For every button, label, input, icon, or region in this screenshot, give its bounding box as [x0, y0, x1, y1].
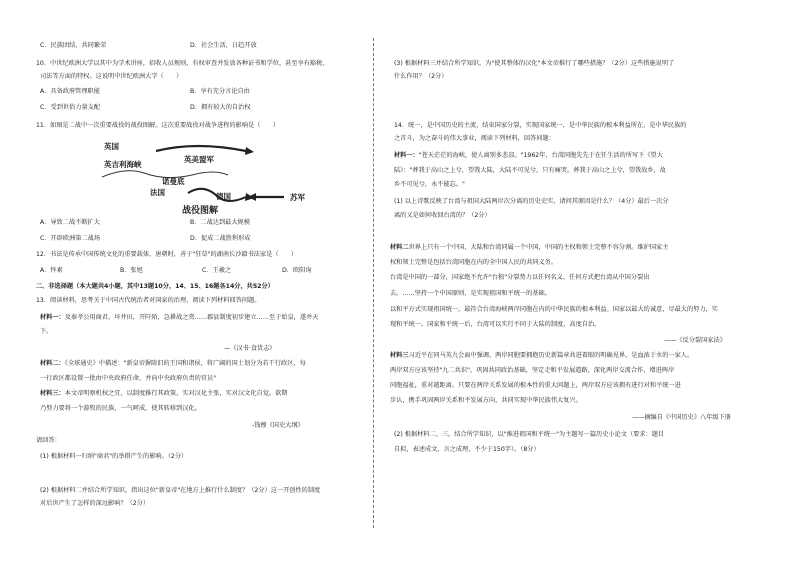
- soviet-arrowhead: [248, 193, 256, 201]
- q14-material3-label: 材料三: [390, 352, 409, 359]
- q14-material3-source: ——摘编自《中国历史》八年级下册: [632, 414, 731, 421]
- q13-sub2-line1: (2) 根据材料二并结合所学知识，指出这位"新皇帝"在地方上推行什么制度？（2分）这一开创性的制度: [40, 487, 321, 494]
- q13-answer-prompt: 请回答：: [36, 437, 61, 444]
- q10-option-a: A．具备政府管理职能: [40, 88, 100, 95]
- label-france: 法国: [150, 188, 165, 197]
- q12-stem: 12．书法是传承中国传统文化的重要载体，唐朝时，善于"狂草"的湖南长沙籍书法家是（ ）: [36, 251, 298, 258]
- battle-diagram: [96, 137, 326, 215]
- q13-material1-source: —《汉书·食货志》: [224, 345, 276, 352]
- allied-arrowhead: [245, 147, 254, 155]
- q14-stem-line1: 14．统一，是中国历史的主流，结束国家分裂，实现国家统一，是中华民族的根本利益所在，是中华民族的: [394, 122, 687, 129]
- q14-material2-text1: 世界上只有一个中国，大陆和台湾同属一个中国，中国的主权和领土完整不容分割。维护国家主: [408, 244, 669, 251]
- q14-material1-line1: [394, 152, 663, 160]
- q13-material3-line1: [40, 390, 288, 398]
- right-column: [378, 0, 794, 562]
- q13-material1-text1: 及秦孝公用商君，坏井田，开阡陌，急耕战之赏……郡县制度初步建立……至于始皇，遂并天: [64, 314, 319, 321]
- q10-stem-line2: 司法等方面的特权。这说明中世纪欧洲大学（ ）: [40, 73, 183, 80]
- q9-option-c: C．民族团结、共同繁荣: [40, 42, 107, 49]
- q14-material2-line5: 以和平方式实现祖国统一，最符合台湾海峡两岸同胞在内的中华民族的根本利益。国家以最大的诚意，尽最大的努力，实: [390, 306, 718, 313]
- diagram-title: 战役图解: [182, 206, 219, 215]
- q14-sub2-line1: (2) 根据材料二、三，结合所学知识，以"推进祖国和平统一"为主题写一篇历史小论文（要求：题目: [394, 431, 665, 438]
- q13-material2-text1: 《全球通史》中描述："新皇帝摒除旧的王国和诸侯，将广阔的国土划分为若干行政区，每: [64, 360, 306, 367]
- q14-material2-label: 材料二: [390, 244, 409, 251]
- q14-material1-line3: 乡不可见兮，永不能忘。": [394, 181, 465, 188]
- q14-material3-line2: 两岸双方应该坚持"九二共识"，巩固共同政治基础，坚定走和平发展道路，深化两岸交流合作，增进两岸: [390, 367, 675, 374]
- q14-material3-line1: [390, 352, 693, 360]
- q14-material2-line1: [390, 244, 668, 252]
- left-column: [0, 0, 372, 562]
- q14-material2-line2: 权和领土完整是包括台湾同胞在内的全中国人民的共同义务。: [390, 259, 558, 266]
- q9-option-d: D．社会生活，日趋开放: [190, 42, 257, 49]
- q12-option-d: D．欧阳询: [282, 267, 312, 274]
- q12-option-a: A．怀素: [40, 267, 63, 274]
- q13-material2-line2: 一行政区都设置一批由中央政府任命，并向中央政府负责的官员": [40, 375, 217, 382]
- q14-material3-line4: 步认，携手巩固两岸关系和平发展方向，共同实现中华民族伟大复兴。: [390, 397, 582, 404]
- q13-sub2-line2: 对后世产生了怎样的深远影响？（2分）: [40, 500, 150, 507]
- label-soviet: 苏军: [290, 193, 305, 202]
- q14-material1-text1: "苍天茫茫的海峡，使人离别多悲凉。"1962年，台湾同胞先先于在任生活的所写下《望大: [418, 152, 663, 159]
- q14-stem-line2: 之首斗，为之奋斗的伟大事业，阅读下列材料，回答问题：: [394, 135, 555, 142]
- q10-option-c: C．受到世俗力量支配: [40, 104, 101, 111]
- section-2-heading: 二、非选择题（本大题共4小题，其中13题10分，14、15、16题各14分，共52分）: [36, 283, 274, 290]
- q12-option-c: C．王羲之: [202, 267, 232, 274]
- q14-material2-line3: 台湾是中国的一部分，国家绝不允许"台独"分裂势力以任何名义、任何方式把台湾从中国分裂出: [390, 274, 650, 281]
- q11-option-b: B．二战达到最大规模: [190, 219, 250, 226]
- q13-sub1: (1) 根据材料一归纳"商君"的举措产生的影响。（2分）: [40, 453, 188, 460]
- q11-option-c: C．开辟欧洲第二战场: [40, 235, 101, 242]
- q13-sub3-line1: (3) 根据材料三并结合所学知识，为"使其整体的汉化"本文帝推行了哪些措施？（2分）这些措施说明了: [394, 60, 675, 67]
- label-english-channel: 英吉利海峡: [104, 160, 142, 169]
- q14-sub2-line2: 自拟，表述成文，言之成理，不少于150字）。（8分）: [394, 446, 540, 453]
- q13-material2-line1: [40, 360, 306, 368]
- q13-sub3-line2: 什么作用？（2分）: [394, 73, 448, 80]
- q10-option-b: B．享有充分言论自由: [190, 88, 250, 95]
- q13-material3-text1: 本文帝明察机权之宜，以制度推行其政策，实对汉化主张，实对汉文化自觉。欲期: [64, 390, 288, 397]
- column-divider: [373, 38, 374, 528]
- q14-material1-label: 材料一：: [394, 152, 419, 159]
- q11-option-d: D．促成二战胜利形成: [190, 235, 251, 242]
- q13-stem: 13．阅读材料，思考关于中国古代统治者对国家的治理，阅读下列材料回答问题。: [36, 297, 261, 304]
- q13-material3-label: 材料三：: [40, 390, 65, 397]
- label-britain: 英国: [104, 142, 119, 151]
- q12-option-b: B．张旭: [120, 267, 143, 274]
- q13-material1-line2: 下。: [40, 328, 53, 335]
- q14-material2-line4: 去。……坚持一个中国原则，是实现祖国和平统一的基础。: [390, 290, 551, 297]
- q14-material3-text1: 习近平在同马英九会面中强调，两岸同胞要拥抱历史新篇章共进着眼的明确见界，是血浓于水的一家人。: [408, 352, 694, 359]
- q14-material1-line2: 陆》："葬我于高山之上兮，望我大陆，大陆不可见兮，只有痛哭。葬我于高山之上兮，望我故乡，故: [394, 167, 666, 174]
- q13-material3-line2: 乃努力要将一个游牧的民族，一气呵成，使其转移到汉化。: [40, 405, 201, 412]
- q14-material3-line3: 同胞福祉，重对越距离。只要在两岸关系发展的根本性的重大问题上，两岸双方应该拥有进行对和平统一进: [390, 382, 681, 389]
- label-us-uk-allies: 英美盟军: [184, 155, 214, 164]
- q13-material1-label: 材料一：: [40, 314, 65, 321]
- q14-material2-source: ——《反分裂国家法》: [664, 337, 726, 344]
- q10-option-d: D．拥有较大的自治权: [190, 104, 251, 111]
- q13-material2-label: 材料二：: [40, 360, 65, 367]
- q13-material1-line1: [40, 314, 318, 322]
- label-normandy: 诺曼底: [162, 177, 185, 186]
- q10-stem-line1: 10．中世纪欧洲大学以其中为学术讲座，招收人员规则，有权审查并发放各种证书和学位，甚至享有豁税、: [36, 60, 329, 67]
- label-germany: 德国: [216, 192, 231, 201]
- q14-sub1-line2: 离的又是如何收回台湾的？（2分）: [394, 212, 491, 219]
- q11-stem: 11．如图是二战中一次重要战役的战役图解。这次重要战役对战争进程的影响是（ ）: [36, 122, 279, 129]
- q11-option-a: A．导致二战不断扩大: [40, 219, 100, 226]
- allied-arrow: [156, 146, 246, 151]
- q14-sub1-line1: (1) 以上诗歌反映了台湾与祖国大陆两岸次分离的历史史实，请问其原因是什么？（4分）最后一次分: [394, 198, 669, 205]
- q13-material3-source: -钱穆《国史大纲》: [252, 422, 304, 429]
- q14-material2-line6: 现和平统一。国家和平统一后，台湾可以实行不同于大陆的制度，高度自治。: [390, 321, 601, 328]
